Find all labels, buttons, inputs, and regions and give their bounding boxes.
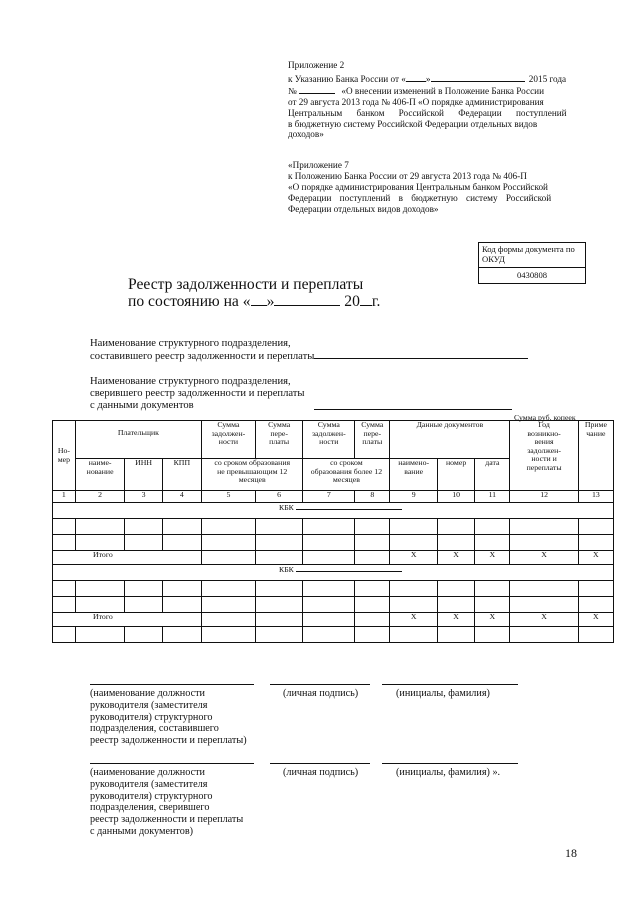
column-number: 3 [125,491,162,503]
column-number: 5 [202,491,256,503]
registry-table [52,420,614,643]
x-mark: X [475,551,510,565]
kbk-input-line[interactable] [296,503,402,510]
annex-7-line2: «О порядке администрирования Центральным банком Российской [288,181,548,192]
annex-2-line4: Центральным банком Российской Федерации поступлений [288,107,567,118]
annex-7-title: «Приложение 7 [288,160,349,170]
document-title: Реестр задолженности и переплаты по состоянию на « » 20 г. [128,276,381,310]
column-number: 8 [355,491,390,503]
kbk-input-line[interactable] [296,565,402,572]
sign2-initials-caption: (инициалы, фамилия) ». [396,767,501,778]
sign1-role-caption: (наименование должности руководителя (заместителя руководителя) структурного подразделения, составившего реестр задолженности и переплаты) [90,688,247,747]
total-label: Итого [53,551,202,565]
title-line1: Реестр задолженности и переплаты [128,276,364,293]
header-debt-2: Сумма задолжен- ности [303,421,355,459]
kbk-label: КБК [279,565,294,574]
sign2-signature-caption: (личная подпись) [283,767,359,778]
sign1-signature-caption: (личная подпись) [283,688,359,699]
annex-2-line1-suffix: 2015 года [528,73,567,84]
kbk-row [53,503,614,519]
header-overpay-2: Сумма пере- платы [355,421,390,459]
column-number: 1 [53,491,76,503]
x-mark: X [437,551,474,565]
table-row [53,597,614,613]
kbk-label: КБК [279,503,294,512]
x-mark: X [390,613,438,627]
header-debt-1: Сумма задолжен- ности [202,421,256,459]
column-number: 7 [303,491,355,503]
okud-code-box [478,242,586,284]
header-doc-number: номер [437,459,474,491]
header-doc-date: дата [475,459,510,491]
column-number: 2 [75,491,125,503]
header-payer-name: наиме- нование [75,459,125,491]
header-kpp: КПП [162,459,201,491]
sign1-signature-line[interactable] [270,684,370,685]
table-row [53,581,614,597]
x-mark: X [510,613,578,627]
currency-note: Сумма руб. копеек [514,413,576,422]
verifying-unit-input-line[interactable] [314,409,512,410]
x-mark: X [578,551,613,565]
page-number: 18 [565,846,577,860]
annex-2-block: Приложение 2 к Указанию Банка России от « » 2015 года № «О внесении изменений в Положение Банка России от 29 августа 2013 года № 406-П «О порядке администрирования Центральным банком Российской Федерации поступлений в бюджетную систему Российской Федерации отдельных видов доходов» [288,60,586,140]
header-term-under-12: со сроком образования не превышающим 12 месяцев [202,459,303,491]
sign1-initials-line[interactable] [382,684,518,685]
column-number: 11 [475,491,510,503]
annex-2-line5: в бюджетную систему Российской Федерации отдельных видов [288,118,538,129]
column-numbers-row [53,491,614,503]
header-doc-name: наимено- вание [390,459,438,491]
okud-header: Код формы документа по ОКУД [482,244,575,264]
annex-2-title: Приложение 2 [288,60,345,70]
header-note: Приме чание [578,421,613,491]
header-overpay-1: Сумма пере- платы [255,421,303,459]
verifying-unit-field: Наименование структурного подразделения, сверившего реестр задолженности и переплаты с данными документов [90,376,305,411]
sign1-role-line[interactable] [90,684,254,685]
header-payer: Плательщик [75,421,201,459]
x-mark: X [510,551,578,565]
total-label: Итого [53,613,202,627]
annex-2-line3: от 29 августа 2013 года № 406-П «О порядке администрирования [288,96,544,107]
annex-7-line3: Федерации поступлений в бюджетную систему Российской [288,192,552,203]
table-row [53,627,614,643]
compiling-unit-field: Наименование структурного подразделения, составившего реестр задолженности и переплаты [90,338,528,363]
compiling-unit-input-line[interactable] [314,350,528,359]
sign2-initials-line[interactable] [382,763,518,764]
column-number: 9 [390,491,438,503]
annex-7-line1: к Положению Банка России от 29 августа 2013 года № 406-П [288,170,527,181]
annex-7-block [288,160,586,215]
annex-7-line4: Федерации отдельных видов доходов» [288,203,439,214]
okud-code: 0430808 [479,267,585,283]
table-row [53,535,614,551]
header-inn: ИНН [125,459,162,491]
total-row [53,551,614,565]
annex-2-line1-prefix: к Указанию Банка России от « [288,73,406,84]
header-year: Год возникно- вения задолжен- ности и переплаты [510,421,578,491]
annex-2-line6: доходов» [288,129,324,140]
x-mark: X [578,613,613,627]
column-number: 10 [437,491,474,503]
x-mark: X [437,613,474,627]
header-number: Но- мер [53,421,76,491]
sign2-signature-line[interactable] [270,763,370,764]
sign2-role-caption: (наименование должности руководителя (заместителя руководителя) структурного подразделения, сверившего реестр задолженности и переплаты с данными документов) [90,767,244,837]
total-row [53,613,614,627]
table-row [53,519,614,535]
column-number: 6 [255,491,303,503]
header-term-over-12: со сроком образования более 12 месяцев [303,459,390,491]
sign1-initials-caption: (инициалы, фамилия) [396,688,490,699]
kbk-row [53,565,614,581]
column-number: 13 [578,491,613,503]
annex-2-line2: «О внесении изменений в Положение Банка России [341,85,544,96]
column-number: 12 [510,491,578,503]
x-mark: X [390,551,438,565]
header-documents: Данные документов [390,421,510,459]
x-mark: X [475,613,510,627]
column-number: 4 [162,491,201,503]
sign2-role-line[interactable] [90,763,254,764]
